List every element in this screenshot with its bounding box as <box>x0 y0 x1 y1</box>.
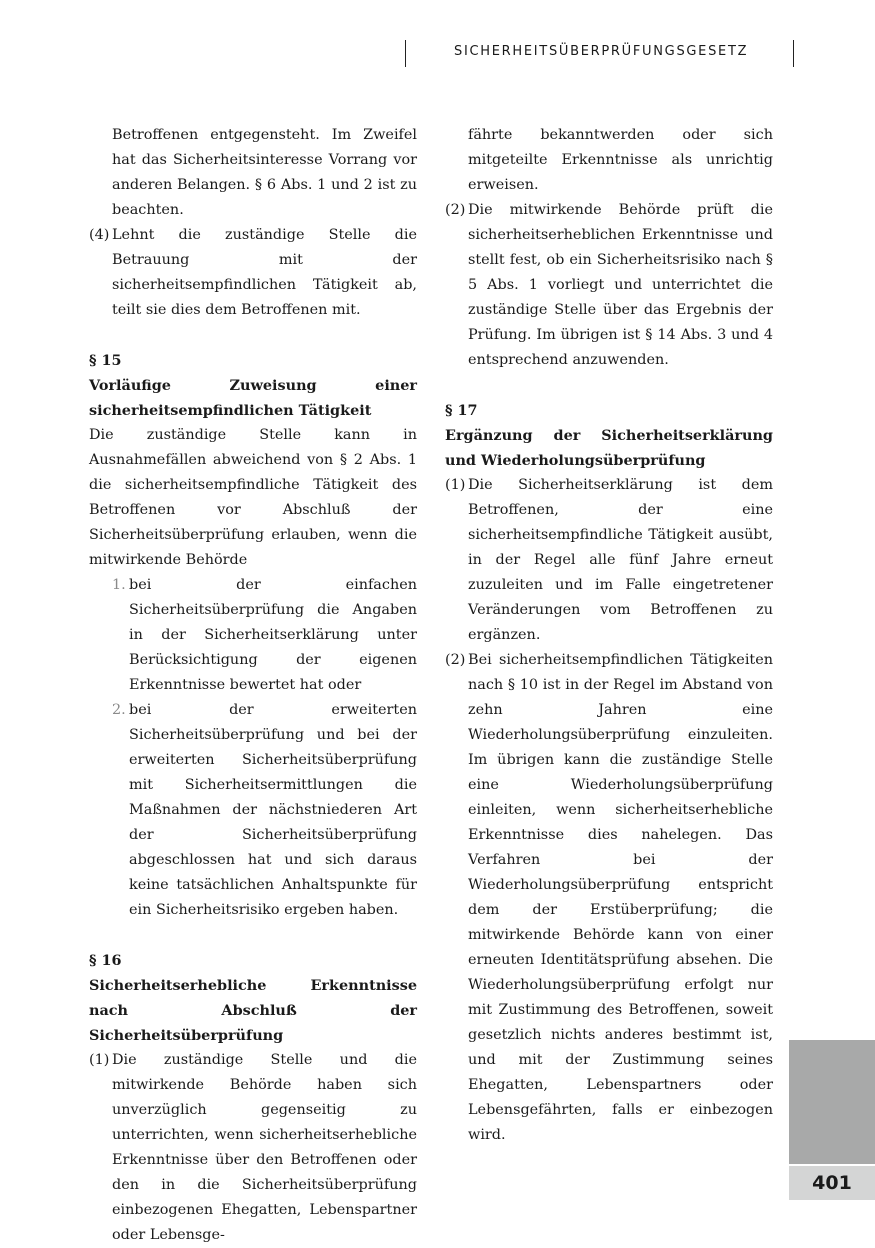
paragraph-item <box>445 648 773 1148</box>
item-text: Die Sicherheitserklärung ist dem Betroffenen, der eine sicherheitsempfindliche Tätigkeit ausübt, in der Regel alle fünf Jahre erneut zuzuleiten und im Falle eingetretener Veränderungen vom Betroffenen zu ergänzen. <box>468 477 773 643</box>
running-header <box>405 40 794 67</box>
item-text: Lehnt die zuständige Stelle die Betrauung mit der sicherheitsempfindlichen Tätigkeit ab, teilt sie dies dem Betroffenen mit. <box>112 227 417 318</box>
item-text: Bei sicherheitsempfindlichen Tätigkeiten nach § 10 ist in der Regel im Abstand von zehn Jahren eine Wiederholungsüberprüfung einzuleiten. Im übrigen kann die zuständige Stelle eine Wiederholungsüberprüfung einleiten, wenn sicherheitserhebliche Erkenntnisse dies nahelegen. Das Verfahren bei der Wiederholungsüberprüfung entspricht dem der Erstüberprüfung; die mitwirkende Behörde kann von einer erneuten Identitätsprüfung absehen. Die Wiederholungsüberprüfung erfolgt nur mit Zustimmung des Betroffenen, soweit gesetzlich nichts anderes bestimmt ist, und mit der Zustimmung seines Ehegatten, Lebenspartners oder Lebensgefährten, falls er einbezogen wird. <box>468 652 773 1143</box>
section-number: § 17 <box>445 402 478 419</box>
section-number: § 16 <box>89 952 122 969</box>
item-text: Die zuständige Stelle und die mitwirkende Behörde haben sich unverzüglich gegenseitig zu unterrichten, wenn sicherheitserhebliche Erkenntnisse über den Betroffenen oder den in die Sicherheitsüberprüfung einbezogenen Ehegatten, Lebenspartner oder Lebensge- <box>112 1052 417 1243</box>
item-label: (1) <box>89 1052 110 1068</box>
item-text: Die mitwirkende Behörde prüft die sicherheitserheblichen Erkenntnisse und stellt fest, ob ein Sicherheitsrisiko nach § 5 Abs. 1 vorliegt und unterrichtet die zuständige Stelle über das Ergebnis der Prüfung. Im übrigen ist § 14 Abs. 3 und 4 entsprechend anzuwenden. <box>468 202 773 368</box>
section-number: § 15 <box>89 352 122 369</box>
section-title: Ergänzung der Sicherheitserklärung und Wiederholungsüberprüfung <box>445 427 773 469</box>
item-label: (2) <box>445 652 466 668</box>
paragraph-item <box>89 223 417 323</box>
left-column <box>89 123 417 1248</box>
item-number: 2. <box>112 702 126 718</box>
numbered-item <box>89 698 417 923</box>
section-title: Sicherheitserhebliche Erkenntnisse nach Abschluß der Sicherheitsüberprüfung <box>89 977 417 1044</box>
right-column <box>445 123 773 1148</box>
numbered-item <box>89 573 417 698</box>
item-number: 1. <box>112 577 126 593</box>
item-label: (4) <box>89 227 110 243</box>
paragraph-item <box>445 473 773 648</box>
continued-paragraph: fährte bekanntwerden oder sich mitgeteilte Erkenntnisse als unrichtig erweisen. <box>468 127 773 193</box>
thumb-index-tab <box>789 1040 875 1164</box>
section-title: Vorläufige Zuweisung einer sicherheitsempfindlichen Tätigkeit <box>89 377 417 419</box>
paragraph-item <box>89 1048 417 1248</box>
section-intro: Die zuständige Stelle kann in Ausnahmefällen abweichend von § 2 Abs. 1 die sicherheitsempfindliche Tätigkeit des Betroffenen vor Abschluß der Sicherheitsüberprüfung erlauben, wenn die mitwirkende Behörde <box>89 427 417 568</box>
item-text: bei der einfachen Sicherheitsüberprüfung die Angaben in der Sicherheitserklärung unter Berücksichtigung der eigenen Erkenntnisse bewertet hat oder <box>129 577 417 693</box>
item-label: (1) <box>445 477 466 493</box>
paragraph-item <box>445 198 773 373</box>
item-text: bei der erweiterten Sicherheitsüberprüfung und bei der erweiterten Sicherheitsüberprüfung mit Sicherheitsermittlungen die Maßnahmen der nächstniederen Art der Sicherheitsüberprüfung abgeschlossen hat und sich daraus keine tatsächlichen Anhaltspunkte für ein Sicherheitsrisiko ergeben haben. <box>129 702 417 918</box>
continued-paragraph: Betroffenen entgegensteht. Im Zweifel hat das Sicherheitsinteresse Vorrang vor anderen Belangen. § 6 Abs. 1 und 2 ist zu beachten. <box>112 127 417 218</box>
item-label: (2) <box>445 202 466 218</box>
page-number: 401 <box>789 1166 875 1200</box>
header-title: SICHERHEITSÜBERPRÜFUNGSGESETZ <box>454 44 749 59</box>
